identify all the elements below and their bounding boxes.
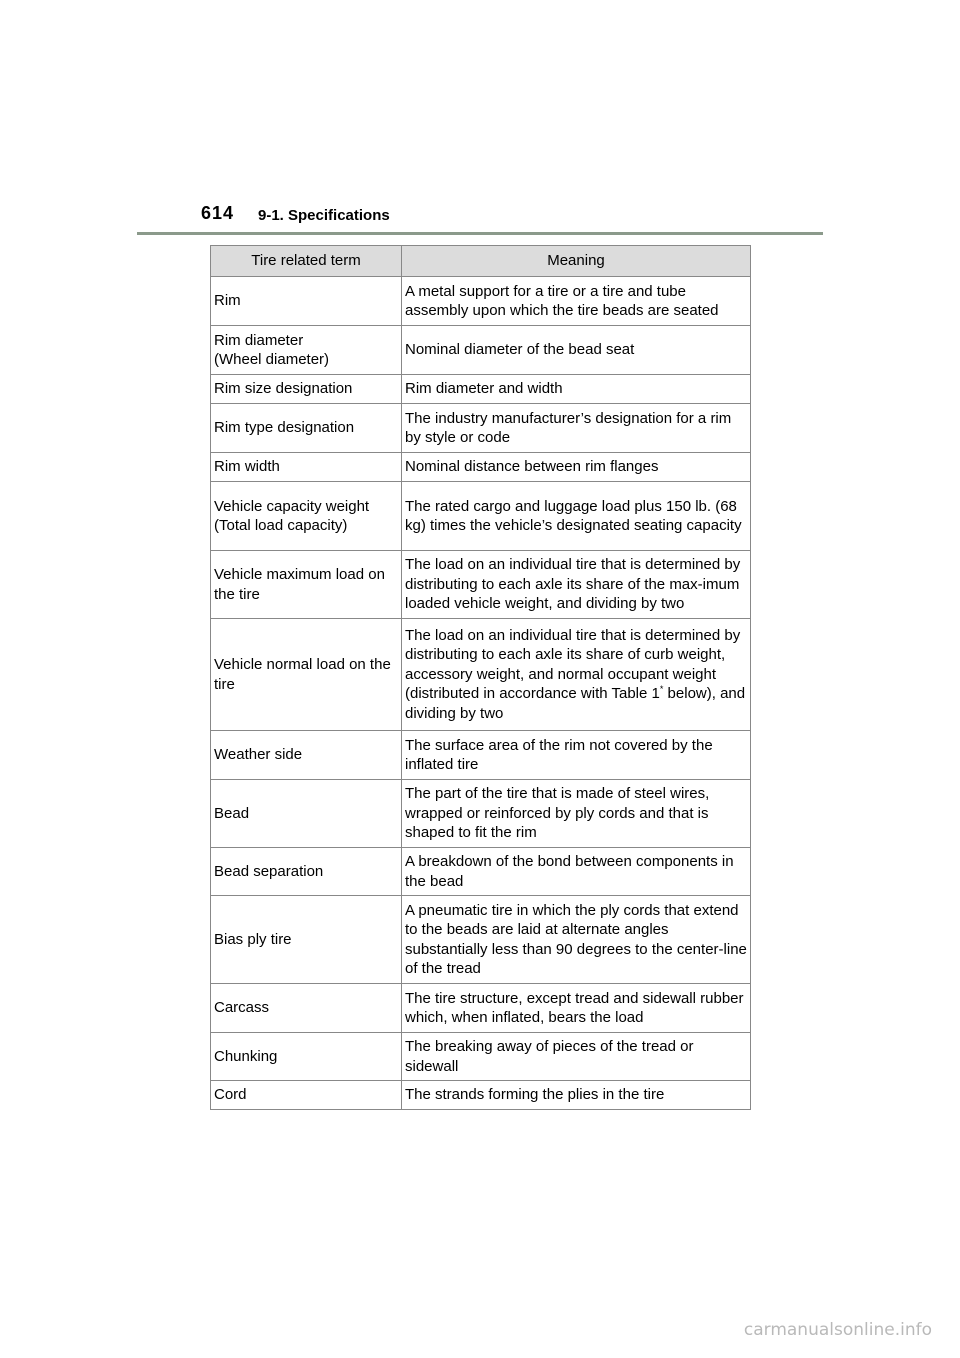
meaning-cell: The breaking away of pieces of the tread or sidewall [402,1033,751,1081]
meaning-cell: The load on an individual tire that is determined by distributing to each axle its share of the max-imum loaded vehicle weight, and dividing by two [402,551,751,619]
meaning-cell: The tire structure, except tread and sidewall rubber which, when inflated, bears the load [402,984,751,1033]
meaning-cell: A metal support for a tire or a tire and tube assembly upon which the tire beads are seated [402,277,751,326]
table-row [211,984,751,1033]
table-row [211,896,751,984]
table-row [211,277,751,326]
table-row [211,780,751,848]
meaning-cell: The industry manufacturer’s designation for a rim by style or code [402,404,751,453]
section-title: 9-1. Specifications [258,207,390,224]
table-row [211,375,751,404]
table-row [211,731,751,780]
meaning-cell: The part of the tire that is made of steel wires, wrapped or reinforced by ply cords and that is shaped to fit the rim [402,780,751,848]
page-number: 614 [201,203,235,223]
meaning-cell: Rim diameter and width [402,375,751,404]
tire-terms-table [210,245,751,1110]
term-cell: Vehicle capacity weight (Total load capacity) [211,482,402,551]
meaning-cell: The surface area of the rim not covered by the inflated tire [402,731,751,780]
meaning-cell: The rated cargo and luggage load plus 150 lb. (68 kg) times the vehicle’s designated seating capacity [402,482,751,551]
column-header-term: Tire related term [211,246,402,277]
term-cell: Rim diameter (Wheel diameter) [211,326,402,375]
term-cell: Bead separation [211,848,402,896]
meaning-cell [402,619,751,731]
table-row [211,1033,751,1081]
term-cell: Bias ply tire [211,896,402,984]
term-cell: Rim type designation [211,404,402,453]
table-row [211,619,751,731]
term-cell: Rim size designation [211,375,402,404]
term-cell: Weather side [211,731,402,780]
term-cell: Rim [211,277,402,326]
column-header-meaning: Meaning [402,246,751,277]
term-cell: Bead [211,780,402,848]
table-row [211,482,751,551]
table-row [211,1081,751,1110]
table-row [211,326,751,375]
table-row [211,848,751,896]
table-header-row [211,246,751,277]
meaning-cell: A pneumatic tire in which the ply cords that extend to the beads are laid at alternate angles substantially less than 90 degrees to the center-line of the tread [402,896,751,984]
meaning-cell: A breakdown of the bond between components in the bead [402,848,751,896]
term-cell: Vehicle maximum load on the tire [211,551,402,619]
header-rule [137,232,823,235]
meaning-cell: Nominal distance between rim flanges [402,453,751,482]
term-cell: Vehicle normal load on the tire [211,619,402,731]
meaning-text-tail: below), and dividing by two [405,685,746,722]
watermark: carmanualsonline.info [743,1320,932,1340]
term-cell: Cord [211,1081,402,1110]
term-cell: Chunking [211,1033,402,1081]
table-row [211,453,751,482]
footnote-marker: * [659,684,664,695]
table-row [211,404,751,453]
meaning-cell: Nominal diameter of the bead seat [402,326,751,375]
term-cell: Rim width [211,453,402,482]
meaning-cell: The strands forming the plies in the tire [402,1081,751,1110]
term-cell: Carcass [211,984,402,1033]
table-row [211,551,751,619]
meaning-text: The load on an individual tire that is determined by distributing to each axle its share of curb weight, accessory weight, and normal occupant weight (distributed in accordance with Table 1 [405,626,741,703]
